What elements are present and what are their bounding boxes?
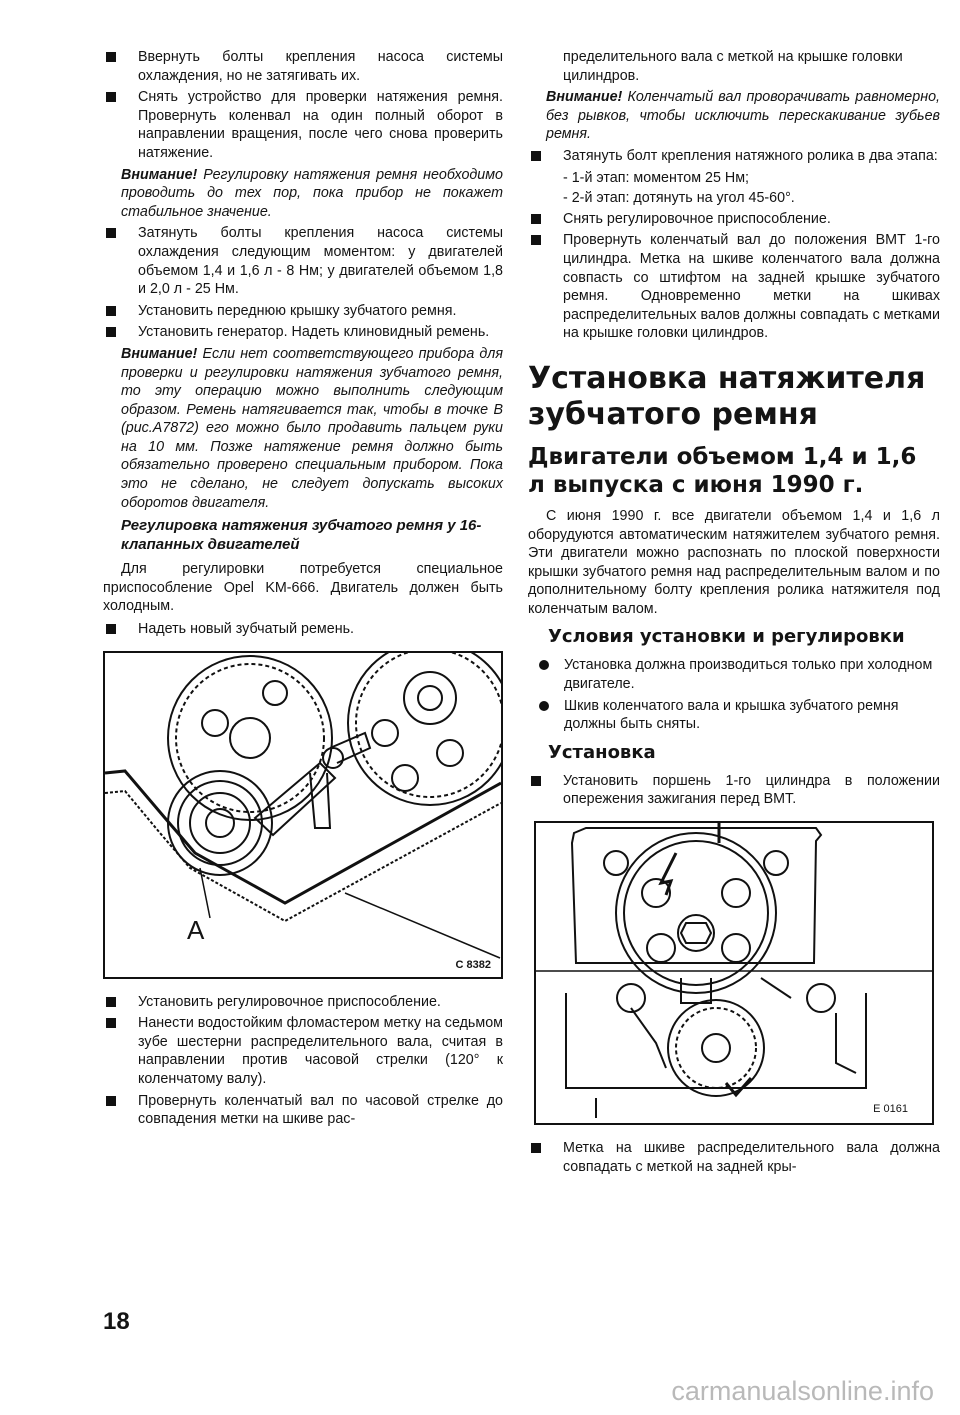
bullet-item: Снять устройство для проверки натяжения ремня. Провернуть коленвал на один полный оборот в направлении вращения, после чего снова проверить натяжение. (103, 88, 503, 162)
page-number: 18 (103, 1308, 130, 1335)
paragraph: Для регулировки потребуется специальное приспособление Opel KM-666. Двигатель должен быть холодным. (103, 561, 503, 615)
engine-heading: Двигатели объемом 1,4 и 1,6 л выпуска с июня 1990 г. (528, 443, 917, 498)
dot-item: Установка должна производиться только при холодном двигателе. (528, 656, 940, 693)
bullet-item: Ввернуть болты крепления насоса системы охлаждения, но не затягивать их. (103, 48, 503, 85)
bullet-item: Затянуть болт крепления натяжного ролика в два этапа: (528, 147, 940, 166)
figure-code: C 8382 (455, 958, 491, 971)
figure-letter-a: A (187, 914, 205, 945)
paragraph: С июня 1990 г. все двигатели объемом 1,4 и 1,6 л оборудуются автоматическим натяжителем зубчатого ремня. Эти двигатели можно распознать по плоской поверхности крышки зубчатого ремня над распределительным валом и по дополнительному болту крепления ролика натяжителя под коленчатым валом. (528, 507, 940, 617)
right-column (528, 48, 940, 1179)
bullet-item: Провернуть коленчатый вал до положения ВМТ 1-го цилиндра. Метка на шкиве коленчатого вала должна совпасть со штифтом на задней крышке зубчатого ремня. Одновременно метки на шкивах распределительных валов должны совпадать с метками на крышке головки цилиндров. (528, 231, 940, 343)
warning-lead: Внимание! (121, 166, 198, 183)
tensioner-drawing (105, 653, 501, 977)
section-heading: Установка натяжителя зубчатого ремня (528, 360, 926, 432)
warning-text: Если нет соответствующего прибора для проверки и регулировки натяжения зубчатого ремня, то эту операцию можно выполнить следующим образом. Ремень натягивается так, чтобы в точке В (рис.А7872) его можно было продавить пальцем руки на 10 мм. Позже натяжение ремня должно быть обязательно проверено специальным прибором. Пока это не сделано, не следует допускать высоких оборотов двигателя. (121, 345, 503, 511)
bullet-item: Установить переднюю крышку зубчатого ремня. (103, 302, 503, 321)
bullet-item: Установить генератор. Надеть клиновидный ремень. (103, 323, 503, 342)
conditions-heading: Условия установки и регулировки (548, 626, 905, 648)
warning-text: Регулировку натяжения ремня необходимо проводить до тех пор, пока прибор не покажет стабильное значение. (121, 166, 503, 220)
warning-note (528, 88, 940, 144)
bullet-item: Установить поршень 1-го цилиндра в положении опережения зажигания перед ВМТ. (528, 772, 940, 809)
alignment-drawing (536, 823, 932, 1123)
warning-lead: Внимание! (546, 89, 623, 106)
dot-item: Шкив коленчатого вала и крышка зубчатого ремня должны быть сняты. (528, 697, 940, 734)
bullet-item: Провернуть коленчатый вал по часовой стрелке до совпадения метки на шкиве рас- (103, 1092, 503, 1129)
installation-heading: Установка (548, 741, 656, 763)
warning-text: Коленчатый вал проворачивать равномерно, без рывков, чтобы исключить перескакивание зубьев ремня. (546, 89, 940, 143)
warning-note (103, 345, 503, 512)
bullet-item: Снять регулировочное приспособление. (528, 210, 940, 229)
continued-text: пределительного вала с меткой на крышке головки цилиндров. (563, 49, 903, 84)
timing-belt-tensioner-figure (103, 651, 503, 979)
camshaft-alignment-figure (534, 821, 934, 1125)
bullet-item: Нанести водостойким фломастером метку на седьмом зубе шестерни распределительного вала, считая в направлении против часовой стрелки (120° к коленчатому валу). (103, 1014, 503, 1088)
dash-item: - 2-й этап: дотянуть на угол 45-60°. (563, 190, 795, 207)
figure-code: E 0161 (873, 1103, 908, 1116)
bullet-item: Затянуть болты крепления насоса системы охлаждения следующим моментом: у двигателей объемом 1,4 и 1,6 л - 8 Нм; у двигателей объемом 1,8 и 2,0 л - 25 Нм. (103, 224, 503, 298)
warning-lead: Внимание! (121, 345, 198, 362)
left-column (103, 48, 503, 1132)
bullet-item: Надеть новый зубчатый ремень. (103, 620, 503, 639)
subsection-heading: Регулировка натяжения зубчатого ремня у 16-клапанных двигателей (121, 517, 482, 554)
watermark: carmanualsonline.info (671, 1376, 934, 1406)
dash-item: - 1-й этап: моментом 25 Нм; (563, 169, 750, 186)
warning-note (103, 166, 503, 222)
bullet-item: Установить регулировочное приспособление. (103, 993, 503, 1012)
bullet-item: Метка на шкиве распределительного вала должна совпадать с меткой на задней кры- (528, 1139, 940, 1176)
